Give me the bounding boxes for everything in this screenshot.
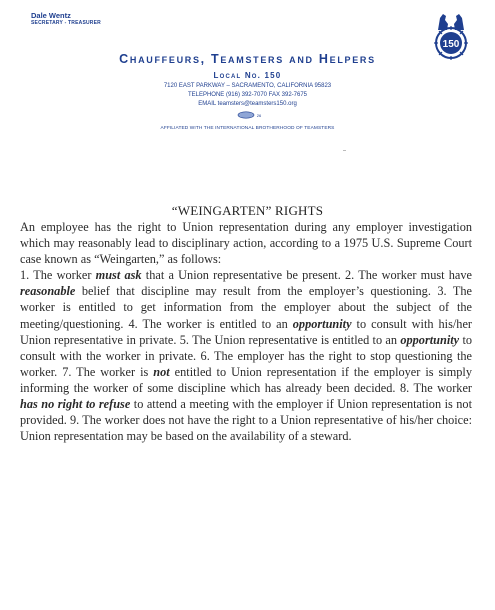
right-text-after: belief that discipline may result from the employer’s questioning. [75, 284, 438, 299]
document-body [20, 219, 472, 444]
right-text-after: that a Union representative be present. [141, 268, 345, 283]
right-text: 4. The worker is entitled to an [128, 316, 293, 331]
right-text: 1. The worker [20, 268, 96, 283]
logo-local-number: 150 [442, 39, 460, 50]
union-bug-label: 26 [256, 113, 262, 118]
document-title: “WEINGARTEN” RIGHTS [171, 203, 324, 218]
email: EMAIL teamsters@teamsters150.org [198, 101, 297, 107]
sender-title: SECRETARY - TREASURER [31, 19, 101, 26]
scan-speck [343, 150, 346, 151]
right-text-after: entitled to Union representation if the employer is simply informing the worker of some discipline which has already been decided. [20, 364, 472, 395]
right-emphasis: has no right to refuse [20, 397, 131, 412]
right-text: 9. The worker does not have the right to a Union representative of his/her choice: Union representation may be based on the availability of a steward. [20, 413, 472, 444]
right-text-after: to consult with the worker in private. [20, 332, 473, 363]
intro-paragraph: An employee has the right to Union representation during any employer investigation which may reasonably lead to disciplinary action, according to a 1975 U.S. Supreme Court case known as “Weingarten,” as follows: [20, 220, 472, 267]
sender-block [31, 12, 101, 26]
right-item [20, 268, 345, 282]
affiliation-line: AFFILIATED WITH THE INTERNATIONAL BROTHERHOOD OF TEAMSTERS [160, 126, 335, 131]
right-text: 2. The worker must have [345, 268, 473, 283]
right-emphasis: not [153, 364, 170, 379]
right-text: 8. The worker [400, 380, 472, 395]
sender-name: Dale Wentz [31, 11, 71, 20]
rights-paragraph [20, 267, 472, 444]
right-emphasis: opportunity [292, 316, 352, 331]
right-emphasis: reasonable [20, 284, 76, 299]
right-emphasis: opportunity [400, 332, 460, 347]
right-emphasis: must ask [95, 268, 142, 283]
right-text-after: to attend a meeting with the employer if Union representation is not provided. [20, 397, 472, 428]
right-text-after: to consult with his/her Union representative in private. [20, 316, 473, 347]
phone-fax: TELEPHONE (916) 392-7070 FAX 392-7675 [187, 92, 308, 98]
local-number: Local No. 150 [213, 71, 282, 80]
right-text: 3. The worker is entitled to get information from the employer about the subject of the meeting/questioning. [20, 284, 472, 331]
union-bug-icon [232, 111, 264, 119]
union-name: Chauffeurs, Teamsters and Helpers [119, 52, 376, 66]
address: 7120 EAST PARKWAY – SACRAMENTO, CALIFORNIA 95823 [163, 83, 332, 89]
right-item [20, 413, 472, 443]
right-text: 7. The worker is [62, 364, 154, 379]
right-text: 5. The Union representative is entitled to an [179, 332, 401, 347]
right-text: 6. The employer has the right to stop questioning the worker. [20, 348, 472, 379]
